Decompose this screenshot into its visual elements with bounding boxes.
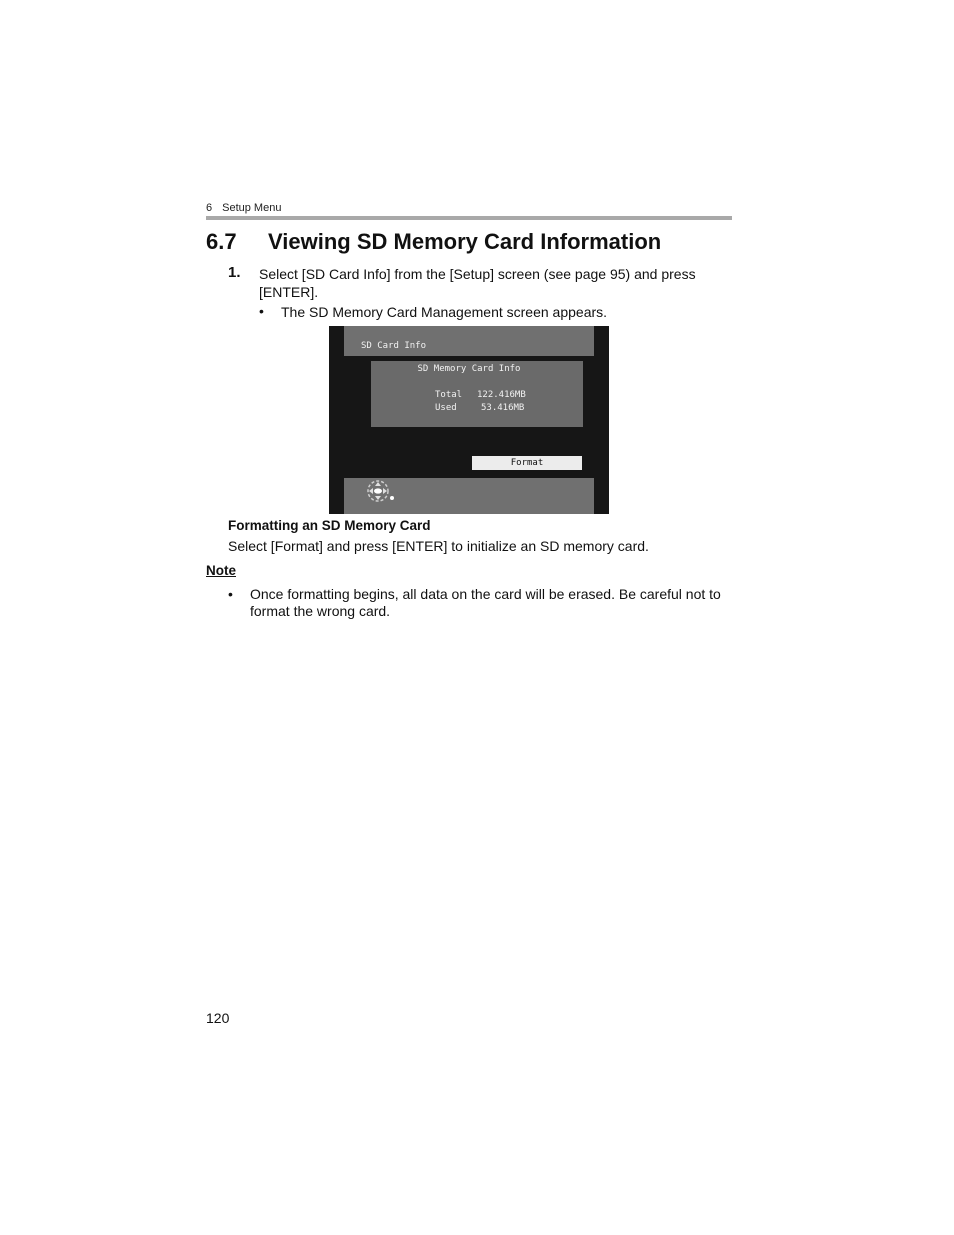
step-bullet-text: The SD Memory Card Management screen appears. — [281, 304, 608, 320]
header-rule — [206, 216, 732, 220]
bullet-marker: • — [259, 303, 264, 319]
total-value: 122.416MB — [477, 390, 526, 400]
section-number: 6.7 — [206, 229, 237, 254]
screen-title: SD Card Info — [361, 341, 427, 351]
chapter-title: Setup Menu — [222, 202, 282, 214]
sd-card-info-screenshot — [329, 326, 609, 514]
note-bullet-text: Once formatting begins, all data on the card will be erased. Be careful not to format the wrong card. — [250, 586, 721, 619]
note-heading: Note — [206, 563, 236, 578]
formatting-heading: Formatting an SD Memory Card — [228, 518, 431, 533]
format-button[interactable]: Format — [472, 456, 582, 470]
bullet-marker: • — [228, 586, 233, 602]
section-title-text: Viewing SD Memory Card Information — [268, 229, 662, 254]
total-label: Total — [435, 390, 463, 400]
directional-pad-icon — [366, 480, 394, 504]
formatting-text: Select [Format] and press [ENTER] to initialize an SD memory card. — [228, 538, 649, 554]
section-title — [206, 229, 661, 255]
info-panel-title: SD Memory Card Info — [417, 364, 521, 374]
step-text: Select [SD Card Info] from the [Setup] screen (see page 95) and press [ENTER]. — [259, 266, 696, 300]
used-label: Used — [435, 403, 457, 413]
page-number: 120 — [206, 1010, 230, 1026]
chapter-number: 6 — [206, 202, 213, 214]
step-number: 1. — [228, 264, 241, 281]
used-value: 53.416MB — [481, 403, 525, 413]
running-header — [206, 202, 281, 214]
